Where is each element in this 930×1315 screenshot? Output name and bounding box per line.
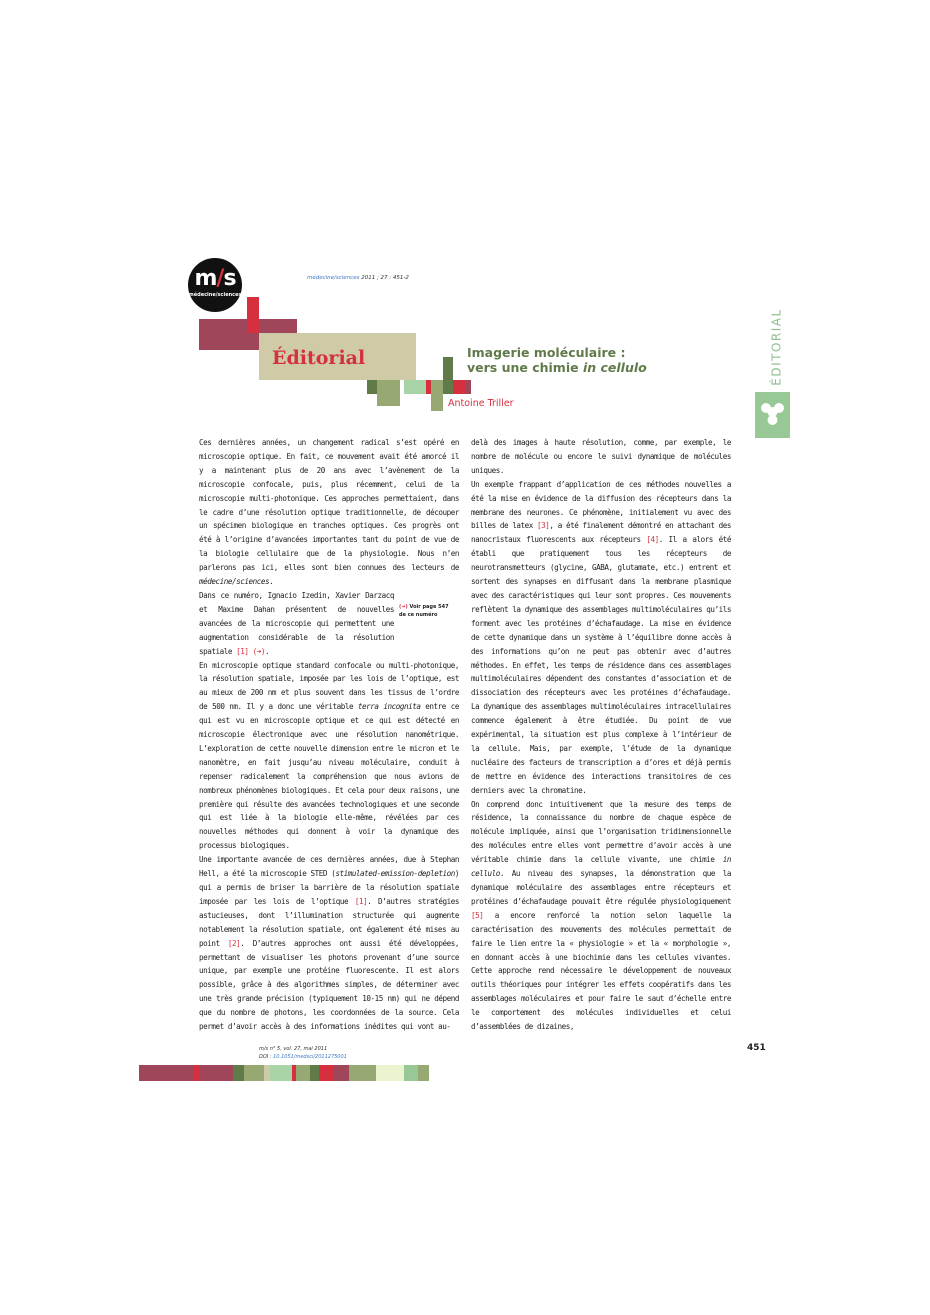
trefoil-icon [755,392,790,438]
strip-segment [244,1065,264,1081]
logo-subtitle: médecine/sciences [188,292,242,298]
paragraph: delà des images à haute résolution, comme, par exemple, le nombre de molécule ou encore le suivi dynamique de molécules uniques. [471,438,731,475]
strip-segment [319,1065,333,1081]
decor-block [431,380,443,411]
issue-info: m/s n° 5, vol. 27, mai 2011 [259,1046,328,1052]
journal-reference: médecine/sciences 2011 ; 27 : 451-2 [307,275,409,281]
decor-block [247,319,259,333]
paragraph: Un exemple frappant d’application de ces méthodes nouvelles a été la mise en évidence de la diffusion des récepteurs dans la membrane des neurones. Ce phénomène, initialement vu avec des billes de latex [3], a été finalement démontré en attachant des nanocristaux fluorescents aux récepteurs [4]. Il a alors été établi que pratiquement tous les récepteurs de neurotransmetteurs (glycine, GABA, glutamate, etc.) entrent et sortent des synapses en diffusant dans la membrane plasmique avec des caractéristiques qui leur sont propres. Ces mouvements reflètent la dynamique des assemblages multimoléculaires qu’ils forment avec les protéines d’échafaudage. La mise en évidence de cette dynamique dans un système à l’équilibre donne accès à des informations qu’on ne peut pas obtenir avec d’autres méthodes. En effet, les temps de résidence dans ces assemblages multimoléculaires dépendent des constantes d’association et de dissociation des récepteurs avec les protéines d’échafaudage. La dynamique des assemblages multimoléculaires intracellulaires commence également à être étudiée. Du point de vue expérimental, la situation est plus complexe à l’intérieur de la cellule. Mais, par exemple, l’étude de la dynamique nucléaire des facteurs de transcription a d’ores et déjà permis de mettre en évidence des interactions transitoires de ces derniers avec la chromatine. [471,479,732,795]
doi-line: DOI : 10.1051/medsci/2011275001 [259,1054,347,1060]
paragraph: En microscopie optique standard confocale ou multi-photonique, la résolution spatiale, imposée par les lois de l’optique, est au mieux de 200 nm et plus souvent dans les tissus de l’ordre de 500 nm. Il y a donc une véritable terra incognita entre ce qui est vu en microscopie optique et ce qui est détecté en microscopie électronique avec une résolution nanométrique. L’exploration de cette nouvelle dimension entre le micron et le nanomètre, en fait jusqu’au niveau moléculaire, conduit à repenser radicalement la compréhension que nous avions de nombreux phénomènes biologiques. Et cela pour deux raisons, une première qui résulte des avancées technologiques et une seconde qui est liée à la biologie elle-même, révélées par ces nouvelles méthodes qui donnent à voir la dynamique des processus biologiques. [199,660,459,851]
footer-color-strip [139,1065,429,1081]
strip-segment [296,1065,310,1081]
strip-segment [310,1065,319,1081]
decor-block [443,357,453,394]
cross-reference-note[interactable]: (➜) Voir page 547 de ce numéro [399,604,449,618]
strip-segment [333,1065,349,1081]
strip-segment [139,1065,194,1081]
journal-logo [188,258,242,312]
title-line-2: vers une chimie in cellulo [467,360,647,375]
footer-reference [259,1045,347,1061]
citation-link[interactable]: [4] [646,535,659,545]
strip-segment [233,1065,244,1081]
decor-block [377,380,400,406]
citation-link[interactable]: [3] [537,521,550,531]
citation-link[interactable]: [1] [354,896,368,906]
paragraph: Ces dernières années, un changement radical s’est opéré en microscopie optique. En fait, ce mouvement avait été amorcé il y a maintenant plus de 20 ans avec l’avènement de la microscopie confocale, puis, plus récemment, celui de la microscopie multi-photonique. Ces approches permettaient, dans le cadre d’une résolution optique traditionnelle, de découper un spécimen biologique en tranches optiques. Ces progrès ont été à l’origine d’avancées importantes tant du point de vue de la biologie cellulaire que de la physiologie. Nous n’en parlerons pas ici, elles sont bien connues des lecteurs de médecine/sciences. [199,438,459,587]
strip-segment [404,1065,418,1081]
section-label: Éditorial [272,347,366,369]
side-section-label: ÉDITORIAL [769,308,784,386]
logo-mark: m/s [194,266,236,291]
decor-block [404,380,426,394]
strip-segment [376,1065,404,1081]
page-number: 451 [747,1043,766,1053]
paragraph: On comprend donc intuitivement que la mesure des temps de résidence, la connaissance du nombre de chaque espèce de molécule impliquée, ainsi que l’organisation tridimensionnelle des molécules entre elles vont permettre d’avoir accès à une véritable chimie dans la cellule vivante, une chimie in cellulo. Au niveau des synapses, la démonstration que la dynamique moléculaire des assemblages entre récepteurs et protéines d’échafaudage pouvait être régulée physiologiquement [5] a encore renforcé la notion selon laquelle la caractérisation des mouvements des molécules permettait de faire le lien entre la « physiologie » et la « morphologie », en donnant accès à une biochimie dans les cellules vivantes. Cette approche rend nécessaire le développement de nouveaux outils théoriques pour intégrer les effets coopératifs dans les assemblages moléculaires et pour faire le saut d’échelle entre le comportement des molécules individuelles et celui d’assemblées de dizaines, [471,799,731,1032]
citation-link[interactable]: [1] (➜) [236,646,265,656]
decor-block [367,380,377,394]
title-line-1: Imagerie moléculaire : [467,345,626,360]
citation-link[interactable]: [2] [227,938,241,948]
strip-segment [349,1065,376,1081]
decor-block [466,380,471,394]
doi-link[interactable]: 10.1051/medsci/2011275001 [273,1054,347,1060]
section-icon [755,392,790,438]
arrow-icon: (➜) [399,604,408,610]
paragraph: Une importante avancée de ces dernières années, due à Stephan Hell, a été la microscopie STED (stimulated-emission-depletion) qui a permis de briser la barrière de la résolution spatiale imposée par les lois de l’optique [1]. D’autres stratégies astucieuses, dont l’illumination structurée qui augmente notablement la résolution spatiale, ont également été mises au point [2]. D’autres approches ont aussi été développées, permettant de visualiser les photons provenant d’une source unique, par exemple une protéine fluorescente. Il est alors possible, grâce à des algorithmes simples, de déterminer avec une très grande précision (typiquement 10-15 nm) qui ne dépend que du nombre de photons, les coordonnées de la source. Cela permet d’avoir accès à des informations inédites qui vont au- [199,855,459,1032]
paragraph: Dans ce numéro, Ignacio Izedin, Xavier Darzacq et Maxime Dahan présentent de nouvelles avancées de la microscopie qui permettent une augmentation considérable de la résolution spatiale [1] (➜). [199,590,394,656]
strip-segment [270,1065,292,1081]
body-column-left [199,436,459,1034]
strip-segment [418,1065,429,1081]
citation-link[interactable]: [5] [471,910,484,920]
article-title [467,345,647,375]
body-column-right [471,436,731,1034]
decor-block [453,380,466,394]
strip-segment [199,1065,233,1081]
author: Antoine Triller [448,398,514,409]
